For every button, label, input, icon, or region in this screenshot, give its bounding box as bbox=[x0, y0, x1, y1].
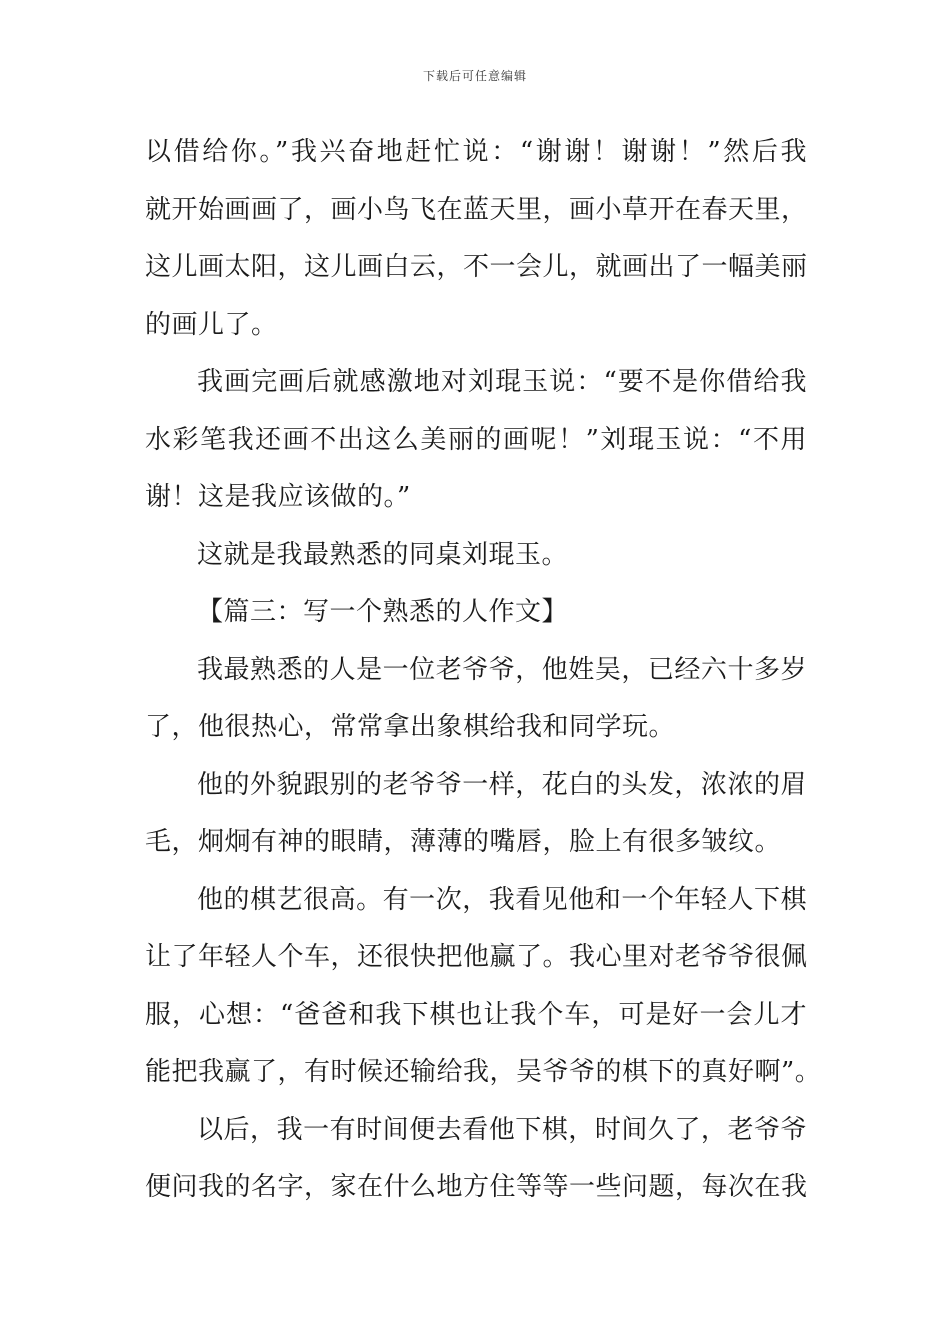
document-body bbox=[145, 124, 822, 1217]
paragraph-start-line: 他的棋艺很高。有一次，我看见他和一个年轻人下棋 bbox=[197, 884, 807, 915]
paragraph-start-line: 以后，我一有时间便去看他下棋，时间久了，老爷爷 bbox=[197, 1114, 807, 1145]
text-line: 以借给你。”我兴奋地赶忙说：“谢谢！谢谢！”然后我 bbox=[145, 137, 807, 167]
paragraph-start-line: 我画完画后就感激地对刘琨玉说：“要不是你借给我 bbox=[197, 367, 807, 397]
header-note: 下载后可任意编辑 bbox=[422, 69, 527, 83]
section-heading: 【篇三：写一个熟悉的人作文】 bbox=[197, 597, 569, 627]
text-line: 让了年轻人个车，还很快把他赢了。我心里对老爷爷很佩 bbox=[145, 942, 808, 972]
paragraph-start-line: 我最熟悉的人是一位老爷爷，他姓吴，已经六十多岁 bbox=[197, 654, 807, 685]
text-line: 的画儿了。 bbox=[145, 309, 278, 340]
paragraph-start-line: 他的外貌跟别的老爷爷一样，花白的头发，浓浓的眉 bbox=[197, 769, 807, 800]
text-line: 就开始画画了，画小鸟飞在蓝天里，画小草开在春天里， bbox=[145, 194, 808, 225]
text-line: 谢！这是我应该做的。” bbox=[145, 482, 411, 512]
text-line: 能把我赢了，有时候还输给我，吴爷爷的棋下的真好啊”。 bbox=[145, 1057, 822, 1087]
text-line: 水彩笔我还画不出这么美丽的画呢！”刘琨玉说：“不用 bbox=[145, 424, 807, 455]
paragraph-start-line: 这就是我最熟悉的同桌刘琨玉。 bbox=[197, 539, 569, 570]
text-line: 毛，炯炯有神的眼睛，薄薄的嘴唇，脸上有很多皱纹。 bbox=[145, 827, 782, 857]
text-line: 这儿画太阳，这儿画白云，不一会儿，就画出了一幅美丽 bbox=[145, 252, 808, 282]
text-line: 服，心想：“爸爸和我下棋也让我个车，可是好一会儿才 bbox=[145, 999, 807, 1030]
text-line: 便问我的名字，家在什么地方住等等一些问题，每次在我 bbox=[145, 1172, 808, 1202]
text-line: 了，他很热心，常常拿出象棋给我和同学玩。 bbox=[145, 712, 676, 742]
